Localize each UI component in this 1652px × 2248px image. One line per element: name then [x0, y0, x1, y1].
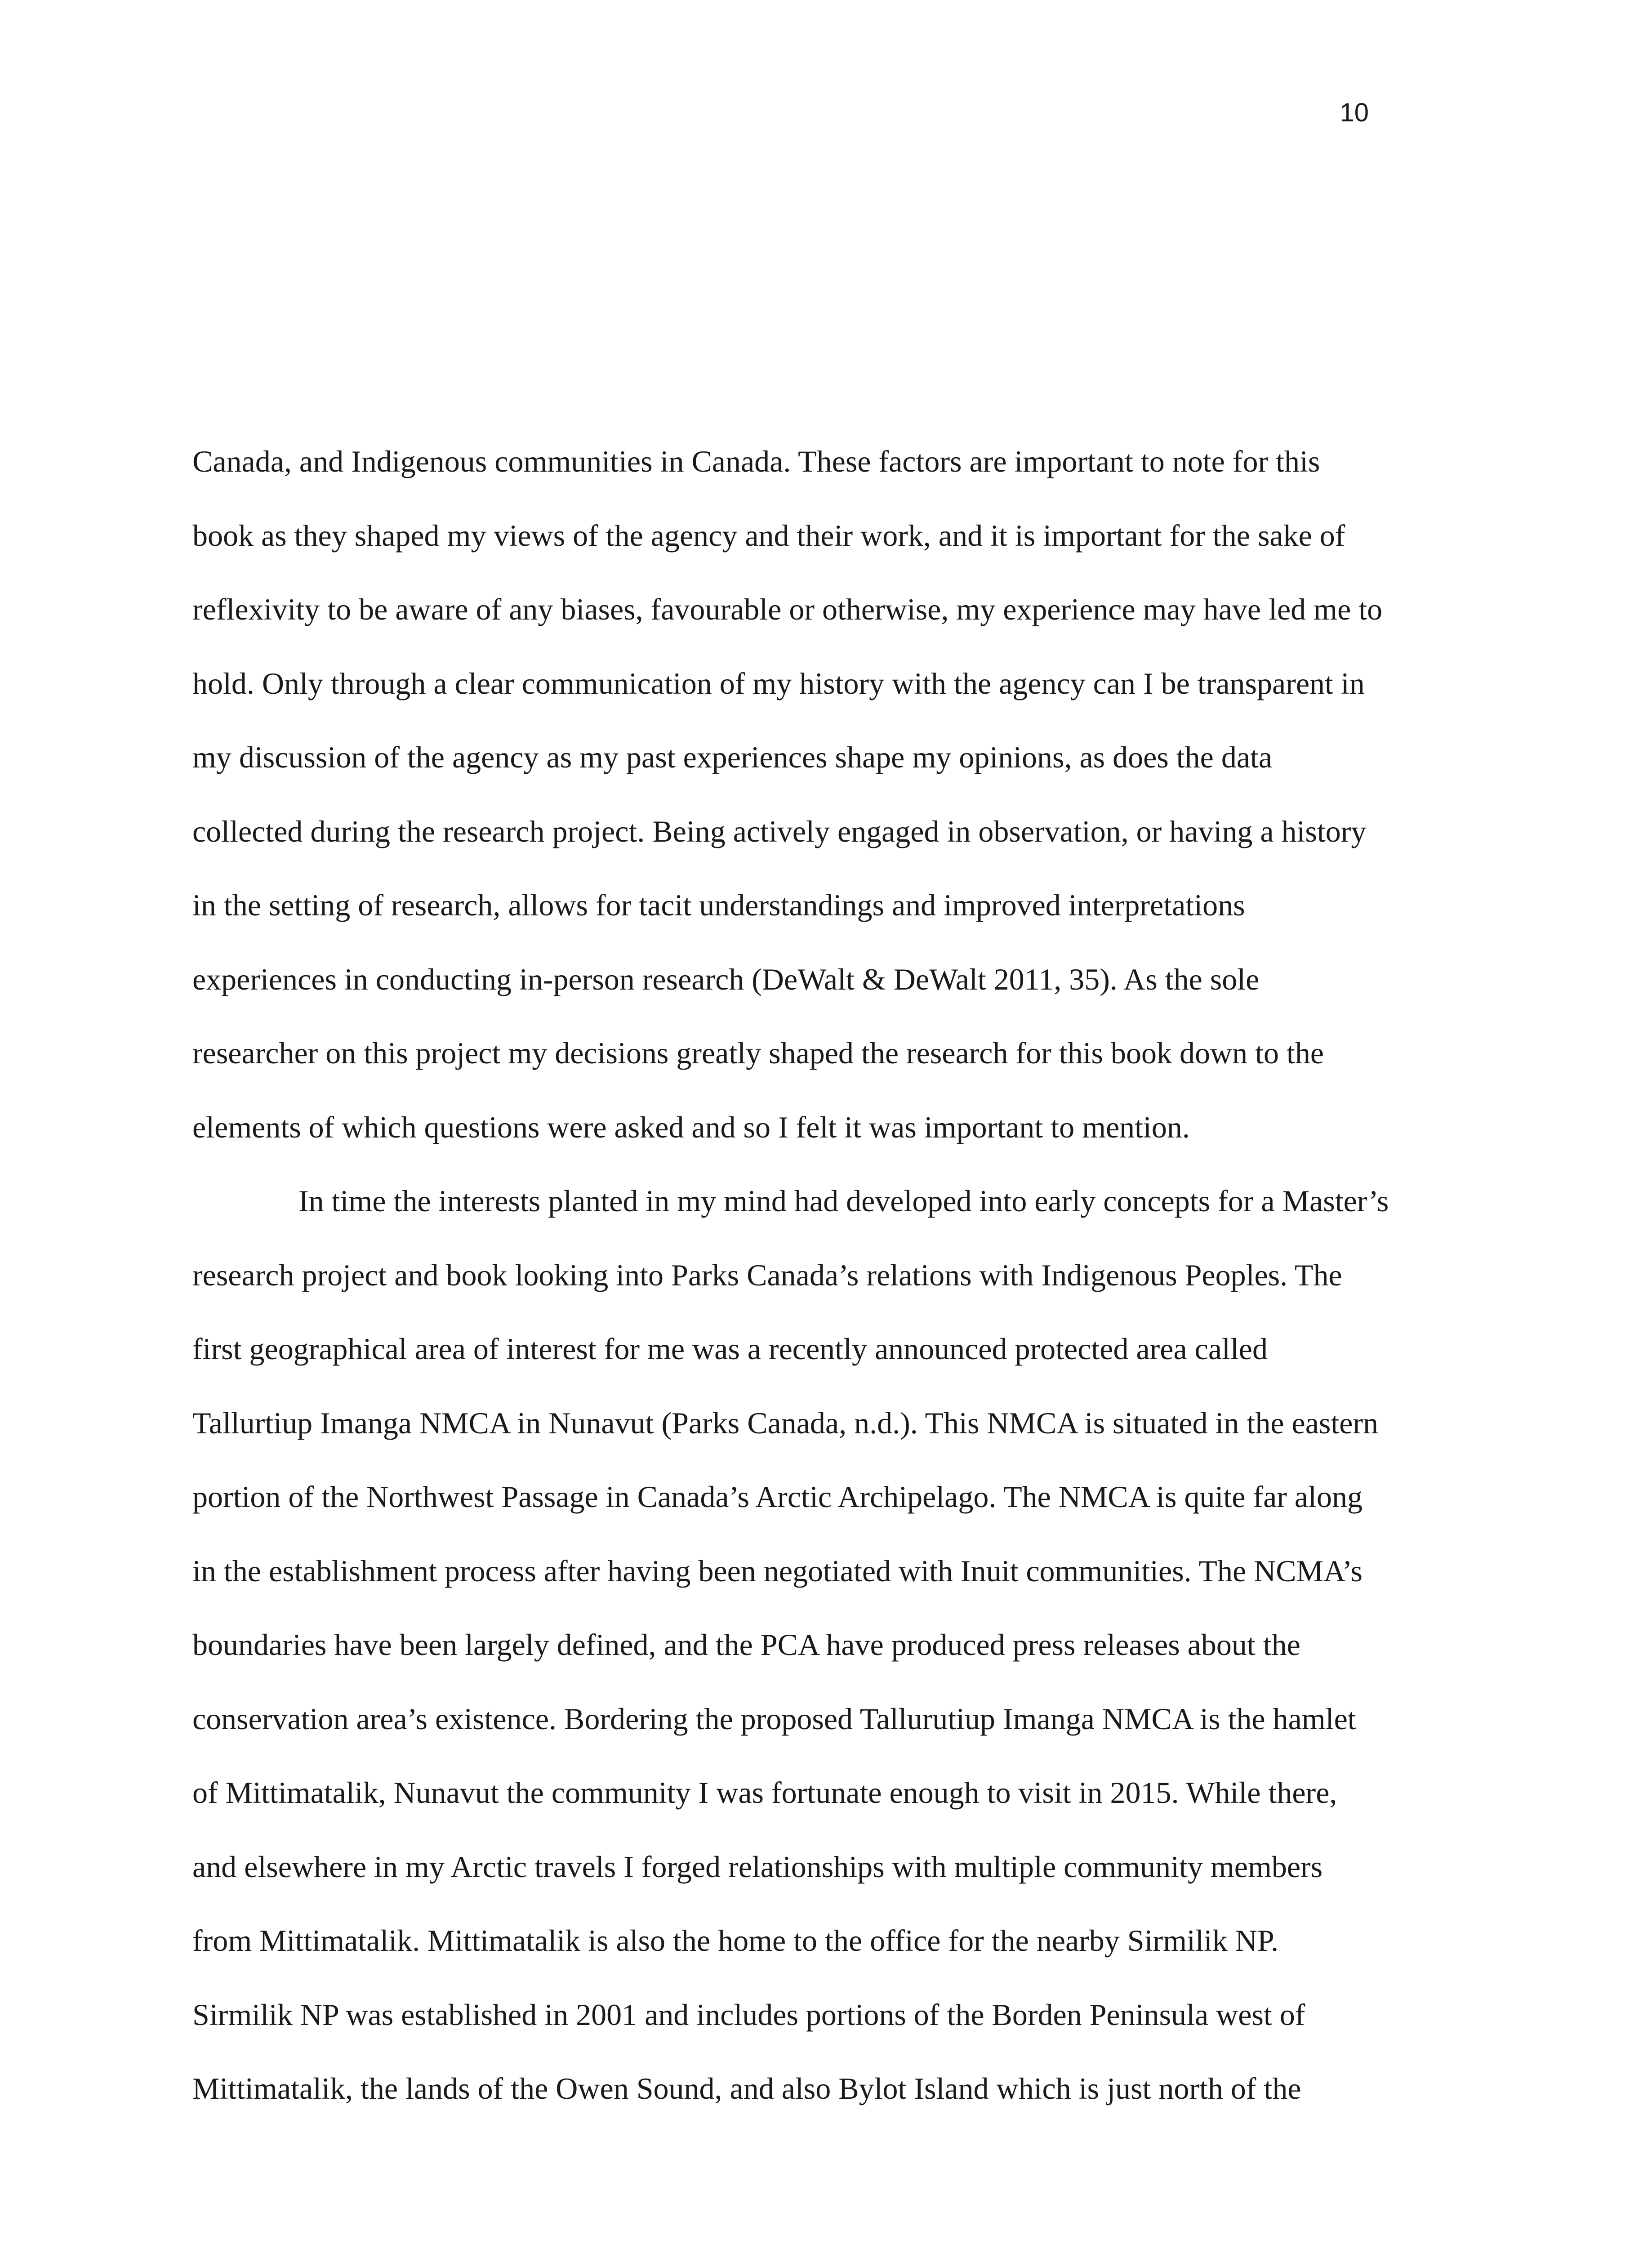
text-line: portion of the Northwest Passage in Canada’s Arctic Archipelago. The NMCA is quite far along [192, 1480, 1363, 1514]
text-line: research project and book looking into Parks Canada’s relations with Indigenous Peoples. The [192, 1258, 1342, 1292]
text-line: and elsewhere in my Arctic travels I forged relationships with multiple community members [192, 1849, 1323, 1884]
text-line: boundaries have been largely defined, and the PCA have produced press releases about the [192, 1628, 1300, 1662]
text-line: elements of which questions were asked and so I felt it was important to mention. [192, 1110, 1190, 1144]
text-line: Mittimatalik, the lands of the Owen Sound, and also Bylot Island which is just north of the [192, 2071, 1301, 2105]
text-line: in the setting of research, allows for tacit understandings and improved interpretations [192, 888, 1245, 922]
text-line: hold. Only through a clear communication of my history with the agency can I be transparent in [192, 666, 1365, 700]
text-line: from Mittimatalik. Mittimatalik is also the home to the office for the nearby Sirmilik NP. [192, 1923, 1279, 1958]
text-line: experiences in conducting in-person research (DeWalt & DeWalt 2011, 35). As the sole [192, 962, 1260, 996]
text-line: Sirmilik NP was established in 2001 and includes portions of the Borden Peninsula west of [192, 1997, 1305, 2032]
text-line: conservation area’s existence. Bordering the proposed Tallurutiup Imanga NMCA is the hamlet [192, 1701, 1356, 1736]
page-number: 10 [1340, 98, 1369, 127]
text-line: Canada, and Indigenous communities in Canada. These factors are important to note for this [192, 444, 1320, 478]
text-line: first geographical area of interest for me was a recently announced protected area called [192, 1332, 1268, 1366]
body-text [192, 439, 1456, 2140]
text-line: Tallurtiup Imanga NMCA in Nunavut (Parks Canada, n.d.). This NMCA is situated in the eastern [192, 1405, 1379, 1440]
text-line: in the establishment process after having been negotiated with Inuit communities. The NCMA’s [192, 1553, 1363, 1588]
text-line: of Mittimatalik, Nunavut the community I was fortunate enough to visit in 2015. While there, [192, 1775, 1337, 1810]
text-line: collected during the research project. Being actively engaged in observation, or having a history [192, 814, 1367, 848]
text-line: reflexivity to be aware of any biases, favourable or otherwise, my experience may have led me to [192, 592, 1383, 626]
text-line: my discussion of the agency as my past experiences shape my opinions, as does the data [192, 740, 1273, 774]
paragraph-start-line: In time the interests planted in my mind had developed into early concepts for a Master’s [298, 1184, 1389, 1218]
text-line: book as they shaped my views of the agency and their work, and it is important for the sake of [192, 518, 1345, 553]
text-line: researcher on this project my decisions greatly shaped the research for this book down to the [192, 1036, 1324, 1070]
